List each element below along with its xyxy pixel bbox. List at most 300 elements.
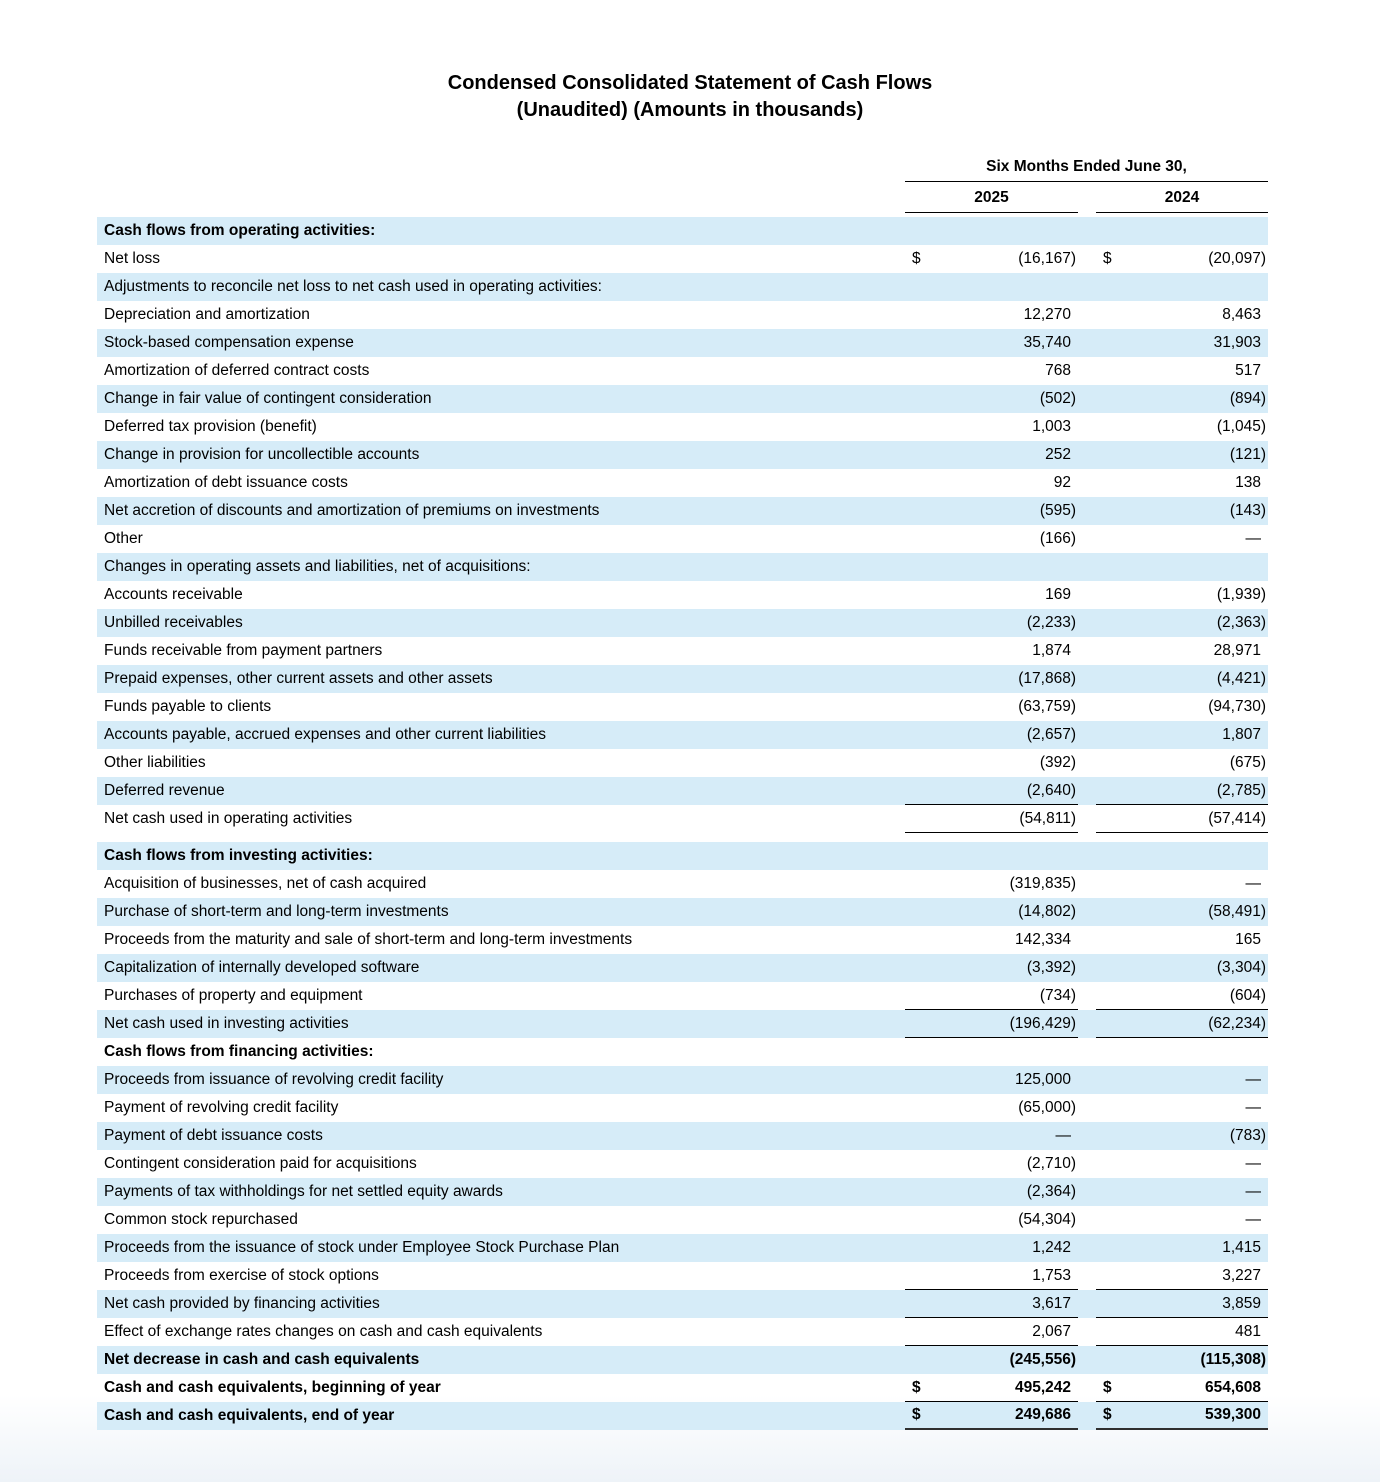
cell-2024 — [1096, 385, 1268, 413]
cell-2024 — [1096, 898, 1268, 926]
table-row — [97, 1374, 1268, 1402]
amount-2025: (54,304) — [1018, 1211, 1076, 1228]
amount-2025: 1,003 — [1032, 418, 1071, 435]
cell-2025 — [905, 693, 1078, 721]
cell-2025 — [905, 1374, 1078, 1402]
table-row — [97, 982, 1268, 1010]
table-row — [97, 385, 1268, 413]
column-gap — [1078, 1066, 1096, 1094]
cell-2025 — [905, 553, 1078, 581]
column-gap — [1078, 609, 1096, 637]
amount-2025: (2,657) — [1026, 726, 1076, 743]
cell-2024 — [1096, 1066, 1268, 1094]
cell-2024 — [1096, 413, 1268, 441]
cell-2025 — [905, 637, 1078, 665]
amount-2024: 539,300 — [1204, 1406, 1261, 1423]
cell-2025 — [905, 497, 1078, 525]
column-gap — [1078, 777, 1096, 805]
amount-2025: (2,640) — [1026, 781, 1076, 799]
amount-2025: 252 — [1045, 446, 1071, 463]
cell-2025 — [905, 749, 1078, 777]
column-gap — [1078, 385, 1096, 413]
amount-2025: 249,686 — [1014, 1406, 1071, 1423]
column-header-2025: 2025 — [905, 185, 1078, 213]
row-label: Proceeds from exercise of stock options — [104, 1267, 379, 1284]
cell-2024 — [1096, 1150, 1268, 1178]
amount-2024: (675) — [1229, 754, 1266, 771]
amount-2024: (604) — [1229, 986, 1266, 1004]
cell-2025 — [905, 217, 1078, 245]
column-gap — [1078, 842, 1096, 870]
column-gap — [1078, 926, 1096, 954]
row-label: Prepaid expenses, other current assets and other assets — [104, 670, 493, 687]
amount-2024: 28,971 — [1213, 642, 1261, 659]
amount-2024: (121) — [1229, 446, 1266, 463]
column-gap — [1078, 898, 1096, 926]
row-label: Payment of revolving credit facility — [104, 1099, 339, 1116]
column-gap — [1078, 637, 1096, 665]
amount-2024: 165 — [1235, 931, 1261, 948]
cell-2024 — [1096, 954, 1268, 982]
cell-2025 — [905, 777, 1078, 805]
row-label: Effect of exchange rates changes on cash and cash equivalents — [104, 1323, 543, 1340]
column-gap — [1078, 1290, 1096, 1318]
table-row — [97, 637, 1268, 665]
table-row — [97, 1206, 1268, 1234]
cell-2024 — [1096, 749, 1268, 777]
column-gap — [1078, 1094, 1096, 1122]
amount-2025: 125,000 — [1014, 1071, 1071, 1088]
amount-2024: (894) — [1229, 390, 1266, 407]
column-gap — [1078, 329, 1096, 357]
amount-2024: 8,463 — [1222, 306, 1261, 323]
amount-2025: — — [1055, 1127, 1071, 1144]
row-label: Adjustments to reconcile net loss to net cash used in operating activities: — [104, 278, 602, 295]
row-label: Proceeds from the issuance of stock under Employee Stock Purchase Plan — [104, 1239, 620, 1256]
title-line-1: Condensed Consolidated Statement of Cash Flows — [447, 72, 933, 94]
amount-2024: 1,415 — [1222, 1239, 1261, 1256]
row-label: Net cash used in operating activities — [104, 810, 353, 827]
row-label: Depreciation and amortization — [104, 306, 310, 323]
cell-2024 — [1096, 1346, 1268, 1374]
column-gap — [1078, 301, 1096, 329]
row-label: Amortization of deferred contract costs — [104, 362, 370, 379]
cell-2025 — [905, 926, 1078, 954]
title-line-2: (Unaudited) (Amounts in thousands) — [516, 99, 864, 121]
cell-2024 — [1096, 870, 1268, 898]
amount-2024: (2,363) — [1216, 614, 1266, 631]
amount-2025: (319,835) — [1009, 875, 1076, 892]
cell-2025 — [905, 1038, 1078, 1066]
year-header-row — [97, 185, 1268, 213]
cell-2024 — [1096, 581, 1268, 609]
cell-2024 — [1096, 842, 1268, 870]
amount-2024: (3,304) — [1216, 959, 1266, 976]
dollar-sign-2024: $ — [1103, 250, 1112, 267]
amount-2024: (94,730) — [1208, 698, 1266, 715]
cell-2025 — [905, 413, 1078, 441]
row-label: Other — [104, 530, 143, 547]
amount-2025: (2,233) — [1026, 614, 1076, 631]
column-gap — [1078, 441, 1096, 469]
amount-2025: 12,270 — [1023, 306, 1071, 323]
dollar-sign-2024: $ — [1103, 1406, 1112, 1423]
column-gap — [1078, 749, 1096, 777]
cell-2025 — [905, 1290, 1078, 1318]
amount-2025: 92 — [1053, 474, 1071, 491]
table-row — [97, 1094, 1268, 1122]
table-row — [97, 721, 1268, 749]
period-header: Six Months Ended June 30, — [905, 158, 1268, 182]
row-label: Proceeds from the maturity and sale of short-term and long-term investments — [104, 931, 633, 948]
row-label: Purchases of property and equipment — [104, 987, 363, 1004]
cell-2025 — [905, 954, 1078, 982]
amount-2025: 1,753 — [1032, 1266, 1071, 1284]
table-row — [97, 329, 1268, 357]
cell-2024 — [1096, 721, 1268, 749]
dollar-sign-2025: $ — [912, 1378, 921, 1396]
table-row — [97, 1122, 1268, 1150]
table-row — [97, 926, 1268, 954]
column-gap — [1078, 1010, 1096, 1038]
amount-2025: 169 — [1045, 586, 1071, 603]
cell-2025 — [905, 842, 1078, 870]
amount-2024: (1,045) — [1216, 418, 1266, 435]
amount-2025: (65,000) — [1018, 1099, 1076, 1116]
row-label: Other liabilities — [104, 754, 206, 771]
amount-2024: 517 — [1235, 362, 1261, 379]
column-gap — [1078, 805, 1096, 833]
amount-2025: (502) — [1039, 390, 1076, 407]
amount-2025: (54,811) — [1019, 809, 1076, 827]
dollar-sign-2025: $ — [912, 1406, 921, 1423]
column-gap — [1078, 954, 1096, 982]
row-label: Common stock repurchased — [104, 1211, 298, 1228]
cell-2024 — [1096, 553, 1268, 581]
cell-2024 — [1096, 777, 1268, 805]
amount-2025: (245,556) — [1009, 1351, 1076, 1368]
row-label: Net loss — [104, 250, 160, 267]
table-row — [97, 1010, 1268, 1038]
cell-2025 — [905, 1178, 1078, 1206]
document-title — [0, 0, 1380, 124]
amount-2025: (392) — [1039, 754, 1076, 771]
cell-2025 — [905, 1234, 1078, 1262]
dollar-sign-2024: $ — [1103, 1378, 1112, 1396]
row-label: Stock-based compensation expense — [104, 334, 354, 351]
table-row — [97, 609, 1268, 637]
cell-2025 — [905, 357, 1078, 385]
column-gap — [1078, 870, 1096, 898]
amount-2025: (2,710) — [1026, 1155, 1076, 1172]
table-row — [97, 1262, 1268, 1290]
amount-2025: 1,242 — [1032, 1239, 1071, 1256]
amount-2024: — — [1245, 1071, 1261, 1088]
amount-2025: 768 — [1045, 362, 1071, 379]
table-row — [97, 898, 1268, 926]
amount-2025: 495,242 — [1014, 1378, 1071, 1396]
amount-2025: 3,617 — [1032, 1294, 1071, 1312]
cell-2024 — [1096, 637, 1268, 665]
amount-2024: 138 — [1235, 474, 1261, 491]
table-row — [97, 1290, 1268, 1318]
cell-2024 — [1096, 1374, 1268, 1402]
amount-2025: (16,167) — [1018, 250, 1076, 267]
column-gap — [1078, 1038, 1096, 1066]
cell-2025 — [905, 441, 1078, 469]
cell-2024 — [1096, 1290, 1268, 1318]
amount-2025: 1,874 — [1032, 642, 1071, 659]
cell-2024 — [1096, 245, 1268, 273]
cell-2025 — [905, 245, 1078, 273]
amount-2024: — — [1245, 1183, 1261, 1200]
amount-2024: (58,491) — [1208, 903, 1266, 920]
column-gap — [1078, 1262, 1096, 1290]
table-row — [97, 749, 1268, 777]
amount-2024: (1,939) — [1216, 586, 1266, 603]
table-row — [97, 1038, 1268, 1066]
cell-2025 — [905, 1346, 1078, 1374]
amount-2025: (196,429) — [1009, 1014, 1076, 1032]
row-label: Contingent consideration paid for acquisitions — [104, 1155, 417, 1172]
amount-2024: (143) — [1229, 502, 1266, 519]
column-gap — [1078, 553, 1096, 581]
column-gap — [1078, 357, 1096, 385]
amount-2024: 3,859 — [1222, 1294, 1261, 1312]
cell-2024 — [1096, 1094, 1268, 1122]
table-row — [97, 1150, 1268, 1178]
column-gap — [1078, 721, 1096, 749]
table-row — [97, 1066, 1268, 1094]
table-row — [97, 525, 1268, 553]
column-gap — [1078, 497, 1096, 525]
cell-2024 — [1096, 1318, 1268, 1346]
cell-2024 — [1096, 301, 1268, 329]
table-row — [97, 301, 1268, 329]
cell-2025 — [905, 273, 1078, 301]
table-row — [97, 777, 1268, 805]
amount-2024: (62,234) — [1208, 1014, 1266, 1032]
cell-2024 — [1096, 469, 1268, 497]
amount-2025: 2,067 — [1032, 1322, 1071, 1340]
row-label: Cash and cash equivalents, beginning of year — [104, 1379, 441, 1396]
cell-2024 — [1096, 1122, 1268, 1150]
table-row — [97, 357, 1268, 385]
cell-2024 — [1096, 497, 1268, 525]
cell-2025 — [905, 525, 1078, 553]
row-label: Cash flows from financing activities: — [104, 1043, 374, 1060]
table-row — [97, 1318, 1268, 1346]
row-label: Net accretion of discounts and amortization of premiums on investments — [104, 502, 600, 519]
amount-2024: 654,608 — [1204, 1378, 1261, 1396]
table-row — [97, 217, 1268, 245]
cash-flow-table — [97, 158, 1268, 1430]
column-gap — [1078, 665, 1096, 693]
amount-2025: (166) — [1039, 530, 1076, 547]
column-gap — [1078, 525, 1096, 553]
cell-2025 — [905, 1150, 1078, 1178]
cell-2024 — [1096, 329, 1268, 357]
row-label: Change in fair value of contingent consideration — [104, 390, 432, 407]
cell-2025 — [905, 329, 1078, 357]
amount-2025: (3,392) — [1026, 959, 1076, 976]
row-label: Purchase of short-term and long-term investments — [104, 903, 449, 920]
cell-2025 — [905, 982, 1078, 1010]
amount-2025: (63,759) — [1018, 698, 1076, 715]
amount-2024: — — [1245, 875, 1261, 892]
amount-2024: 31,903 — [1213, 334, 1261, 351]
amount-2024: (57,414) — [1208, 809, 1266, 827]
table-row — [97, 245, 1268, 273]
column-gap — [1078, 245, 1096, 273]
column-gap — [1078, 1234, 1096, 1262]
spacer — [1078, 185, 1096, 213]
row-label: Net cash provided by financing activities — [104, 1295, 380, 1312]
column-gap — [1078, 469, 1096, 497]
cell-2025 — [905, 609, 1078, 637]
amount-2025: 142,334 — [1014, 931, 1071, 948]
dollar-sign-2025: $ — [912, 250, 921, 267]
amount-2025: (595) — [1039, 502, 1076, 519]
table-row — [97, 273, 1268, 301]
amount-2024: (115,308) — [1200, 1351, 1266, 1368]
cell-2024 — [1096, 609, 1268, 637]
amount-2024: 481 — [1235, 1322, 1261, 1340]
row-label: Unbilled receivables — [104, 614, 243, 631]
period-header-row — [97, 158, 1268, 182]
cell-2024 — [1096, 1206, 1268, 1234]
cell-2025 — [905, 1122, 1078, 1150]
column-gap — [1078, 413, 1096, 441]
column-gap — [1078, 1346, 1096, 1374]
spacer — [97, 185, 905, 213]
cell-2024 — [1096, 273, 1268, 301]
cell-2024 — [1096, 525, 1268, 553]
cell-2024 — [1096, 1262, 1268, 1290]
row-label: Change in provision for uncollectible accounts — [104, 446, 420, 463]
amount-2024: — — [1245, 1155, 1261, 1172]
row-label: Payment of debt issuance costs — [104, 1127, 323, 1144]
column-gap — [1078, 1374, 1096, 1402]
cell-2025 — [905, 1010, 1078, 1038]
table-row — [97, 842, 1268, 870]
amount-2024: 3,227 — [1222, 1266, 1261, 1284]
table-body — [97, 217, 1268, 1430]
row-label: Cash flows from investing activities: — [104, 847, 373, 864]
table-row — [97, 665, 1268, 693]
amount-2025: (14,802) — [1018, 903, 1076, 920]
row-label: Acquisition of businesses, net of cash acquired — [104, 875, 427, 892]
column-gap — [1078, 273, 1096, 301]
cell-2024 — [1096, 441, 1268, 469]
table-row — [97, 693, 1268, 721]
amount-2024: — — [1245, 1211, 1261, 1228]
cell-2025 — [905, 1206, 1078, 1234]
column-gap — [1078, 1402, 1096, 1430]
cell-2024 — [1096, 982, 1268, 1010]
cell-2024 — [1096, 805, 1268, 833]
table-row — [97, 954, 1268, 982]
column-gap — [1078, 217, 1096, 245]
column-gap — [1078, 1206, 1096, 1234]
row-label: Payments of tax withholdings for net settled equity awards — [104, 1183, 503, 1200]
row-label: Cash flows from operating activities: — [104, 222, 376, 239]
column-gap — [1078, 982, 1096, 1010]
cell-2025 — [905, 581, 1078, 609]
cell-2024 — [1096, 217, 1268, 245]
table-row — [97, 1178, 1268, 1206]
row-label: Deferred tax provision (benefit) — [104, 418, 317, 435]
row-label: Funds payable to clients — [104, 698, 272, 715]
table-row — [97, 870, 1268, 898]
cell-2025 — [905, 1262, 1078, 1290]
row-label: Accounts payable, accrued expenses and other current liabilities — [104, 726, 547, 743]
cell-2025 — [905, 1402, 1078, 1430]
cell-2025 — [905, 301, 1078, 329]
table-row — [97, 805, 1268, 833]
table-row — [97, 1234, 1268, 1262]
table-row — [97, 497, 1268, 525]
amount-2025: 35,740 — [1023, 334, 1071, 351]
row-label: Deferred revenue — [104, 782, 225, 799]
column-gap — [1078, 581, 1096, 609]
row-label: Capitalization of internally developed software — [104, 959, 420, 976]
cell-2025 — [905, 805, 1078, 833]
cell-2025 — [905, 721, 1078, 749]
table-row — [97, 581, 1268, 609]
amount-2024: (4,421) — [1216, 670, 1266, 687]
amount-2025: (2,364) — [1026, 1183, 1076, 1200]
amount-2025: (734) — [1039, 986, 1076, 1004]
table-row — [97, 1346, 1268, 1374]
table-row — [97, 469, 1268, 497]
row-label: Net cash used in investing activities — [104, 1015, 349, 1032]
column-gap — [1078, 1150, 1096, 1178]
column-gap — [1078, 693, 1096, 721]
column-gap — [1078, 1122, 1096, 1150]
cell-2024 — [1096, 693, 1268, 721]
cell-2025 — [905, 665, 1078, 693]
cell-2025 — [905, 1318, 1078, 1346]
cell-2024 — [1096, 1402, 1268, 1430]
table-row — [97, 413, 1268, 441]
row-label: Amortization of debt issuance costs — [104, 474, 348, 491]
table-row — [97, 553, 1268, 581]
cell-2025 — [905, 1094, 1078, 1122]
amount-2024: (2,785) — [1216, 781, 1266, 799]
row-label: Changes in operating assets and liabilities, net of acquisitions: — [104, 558, 531, 575]
spacer — [97, 158, 905, 182]
row-label: Accounts receivable — [104, 586, 243, 603]
row-label: Cash and cash equivalents, end of year — [104, 1407, 395, 1424]
cell-2025 — [905, 898, 1078, 926]
amount-2024: (20,097) — [1208, 250, 1266, 267]
row-label: Proceeds from issuance of revolving credit facility — [104, 1071, 444, 1088]
cell-2024 — [1096, 665, 1268, 693]
cell-2024 — [1096, 926, 1268, 954]
amount-2025: (17,868) — [1018, 670, 1076, 687]
amount-2024: — — [1245, 530, 1261, 547]
cell-2024 — [1096, 1234, 1268, 1262]
table-row — [97, 441, 1268, 469]
amount-2024: 1,807 — [1222, 726, 1261, 743]
row-label: Net decrease in cash and cash equivalents — [104, 1351, 420, 1368]
row-label: Funds receivable from payment partners — [104, 642, 383, 659]
cell-2025 — [905, 469, 1078, 497]
column-gap — [1078, 1178, 1096, 1206]
cell-2025 — [905, 870, 1078, 898]
table-row — [97, 1402, 1268, 1430]
